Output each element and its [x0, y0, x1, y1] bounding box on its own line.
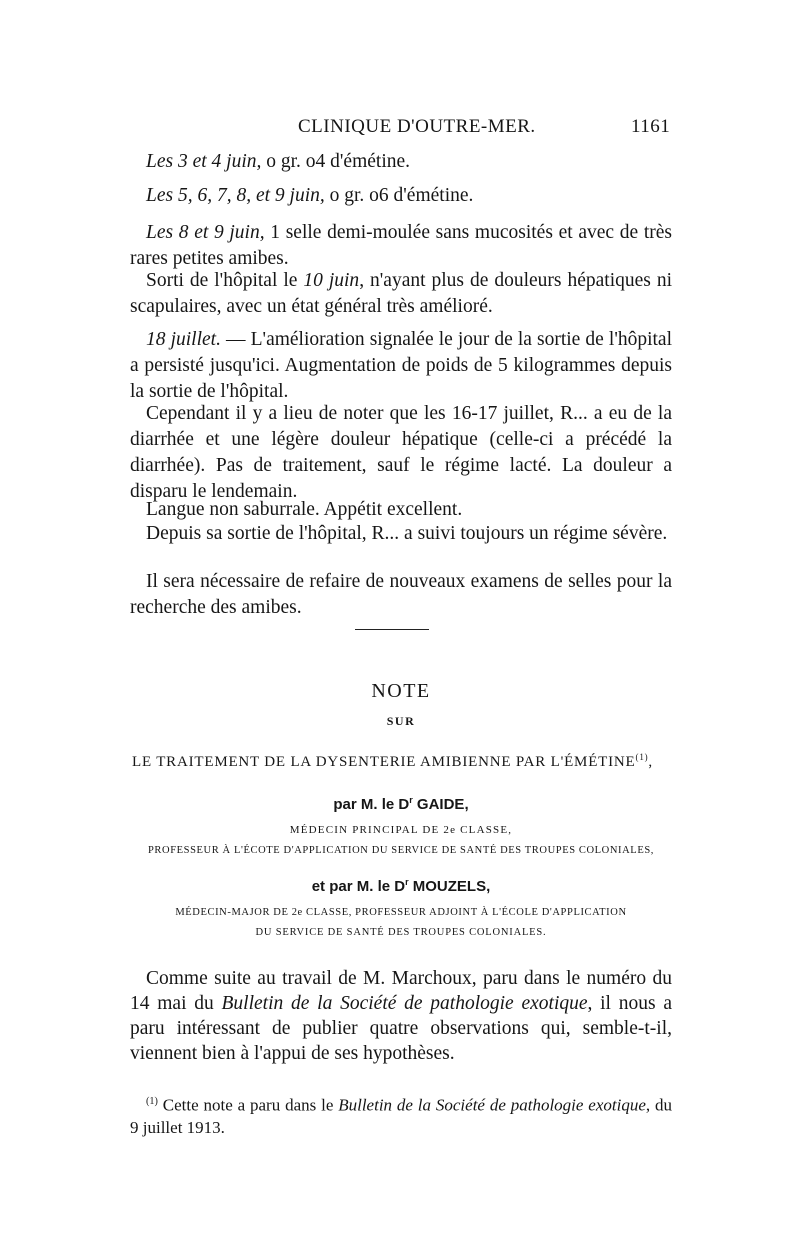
author-1-name: GAIDE, — [412, 796, 469, 813]
author-2-title-sup: r — [405, 877, 409, 887]
author-1 — [130, 795, 672, 813]
paragraph-tongue: Langue non saburrale. Appétit excellent. — [146, 499, 463, 520]
paragraph-discharge — [130, 268, 672, 320]
article-body-text: , il nous a paru intéressant de publier quatre observations qui, semble-t-il, viennent bien à l'appui de ses hypothèses. — [130, 993, 672, 1064]
footnote-ref: (1) — [635, 752, 649, 762]
author-2 — [130, 877, 672, 895]
page-number: 1161 — [631, 116, 671, 137]
footnote-lead: Cette note a paru dans le — [157, 1095, 339, 1115]
author-2-prefix: et par M. le D — [311, 878, 406, 895]
paragraph-regime: Depuis sa sortie de l'hôpital, R... a suivi toujours un régime sévère. — [146, 523, 668, 544]
author-2-name: MOUZELS, — [408, 878, 491, 895]
paragraph-stool-text: 1 selle demi-moulée sans mucosités et avec de très rares petites amibes. — [130, 222, 672, 269]
article-sub: SUR — [386, 714, 416, 728]
paragraph-diarrhea: Cependant il y a lieu de noter que les 16-17 juillet, R... a eu de la diarrhée et une légère douleur hépatique (celle-ci a précédé la diarrhée). Pas de traitement, sauf le régime lacté. La douleur a disparu le lendemain. — [130, 403, 672, 502]
paragraph-followup-text: — L'amélioration signalée le jour de la sortie de l'hôpital a persisté jusqu'ici. Augmentation de poids de 5 kilogrammes depuis la sortie de l'hôpital. — [130, 329, 673, 402]
paragraph-followup-date: 18 juillet. — [146, 329, 221, 350]
section-divider — [355, 629, 429, 630]
running-title: CLINIQUE D'OUTRE-MER. — [298, 116, 536, 137]
article-body — [130, 966, 672, 1066]
footnote-mark: (1) — [146, 1096, 158, 1107]
paragraph-exams: Il sera nécessaire de refaire de nouveaux examens de selles pour la recherche des amibes. — [130, 571, 672, 618]
article-heading: NOTE — [371, 680, 431, 702]
article-title: LE TRAITEMENT DE LA DYSENTERIE AMIBIENNE PAR L'ÉMÉTINE$^{(1)}$, — [132, 752, 653, 770]
author-2-role-2: DU SERVICE DE SANTÉ DES TROUPES COLONIALES. — [255, 927, 547, 938]
dose-line-2-dates: Les 5, 6, 7, 8, et 9 juin, — [146, 185, 325, 206]
dose-line-1 — [146, 149, 410, 175]
footnote — [130, 1091, 672, 1139]
paragraph-followup — [130, 327, 672, 405]
dose-line-1-text: o gr. o4 d'émétine. — [261, 151, 411, 172]
author-2-role-1: MÉDECIN-MAJOR DE 2e CLASSE, PROFESSEUR ADJOINT À L'ÉCOLE D'APPLICATION — [175, 907, 627, 918]
author-1-title-sup: r — [409, 795, 413, 805]
paragraph-discharge-lead: Sorti de l'hôpital le — [146, 270, 304, 291]
paragraph-discharge-text: , n'ayant plus de douleurs hépatiques ni scapulaires, avec un état général très amélioré. — [130, 270, 672, 317]
article-body-lead: Comme suite au travail de M. Marchoux, paru dans le numéro du 14 mai du — [130, 968, 672, 1014]
paragraph-discharge-date: 10 juin — [303, 270, 360, 291]
dose-line-1-dates: Les 3 et 4 juin, — [146, 151, 262, 172]
dose-line-2-text: o gr. o6 d'émétine. — [324, 185, 474, 206]
footnote-text: , du 9 juillet 1913. — [130, 1095, 672, 1137]
author-1-role-1: MÉDECIN PRINCIPAL DE 2e CLASSE, — [289, 824, 513, 836]
author-1-role-2: PROFESSEUR À L'ÉCOTE D'APPLICATION DU SERVICE DE SANTÉ DES TROUPES COLONIALES, — [147, 845, 655, 856]
footnote-journal: Bulletin de la Société de pathologie exotique — [338, 1095, 646, 1115]
article-title-text: LE TRAITEMENT DE LA DYSENTERIE AMIBIENNE PAR L'ÉMÉTINE — [132, 754, 636, 770]
dose-line-2 — [146, 183, 473, 209]
paragraph-stool-dates: Les 8 et 9 juin, — [146, 222, 265, 243]
article-body-journal: Bulletin de la Société de pathologie exotique — [221, 993, 588, 1014]
paragraph-stool — [130, 220, 672, 272]
author-1-prefix: par M. le D — [333, 796, 410, 813]
